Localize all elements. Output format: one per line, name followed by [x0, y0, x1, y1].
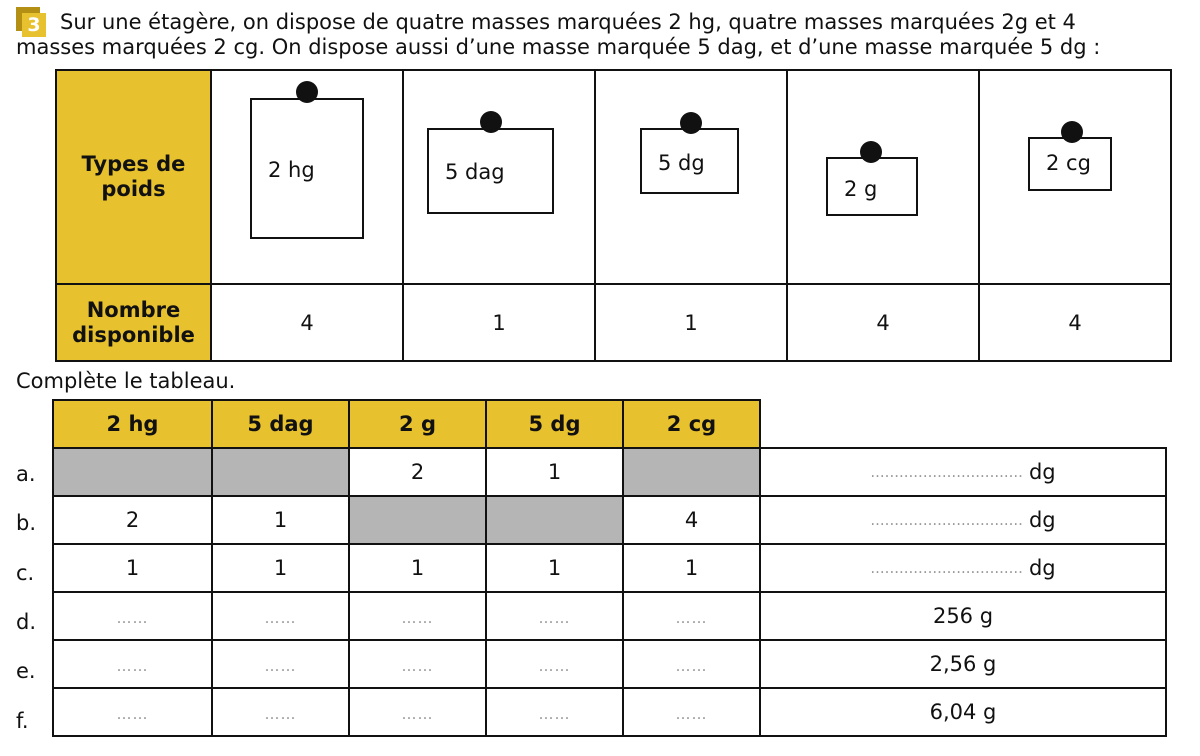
count-cell: 1 — [486, 448, 623, 496]
blank-dots: …… — [401, 609, 434, 627]
answer-blank[interactable] — [486, 688, 623, 736]
answer-blank[interactable] — [349, 592, 486, 640]
answer-blank[interactable] — [53, 688, 212, 736]
table-row — [53, 688, 1166, 736]
weight-cell-2g — [787, 70, 979, 284]
count-header-line1: Nombre — [86, 297, 181, 322]
result-cell — [760, 592, 1166, 640]
weight-types-row — [56, 70, 1171, 284]
col-header: 5 dag — [212, 400, 349, 448]
greyed-cell — [349, 496, 486, 544]
types-header — [56, 70, 211, 284]
table-row — [53, 448, 1166, 496]
result-blank-dots: ................................ — [870, 559, 1023, 577]
answer-blank[interactable] — [212, 592, 349, 640]
col-header: 5 dg — [486, 400, 623, 448]
weight-cell-2hg — [211, 70, 403, 284]
weight-cell-5dag — [403, 70, 595, 284]
result-cell[interactable] — [760, 448, 1166, 496]
count-cell: 4 — [979, 284, 1171, 361]
result-content — [761, 460, 1165, 484]
exercise-statement — [16, 10, 1186, 60]
row-label: b. — [16, 511, 37, 536]
result-content — [761, 652, 1165, 676]
table-row — [53, 592, 1166, 640]
available-count-row — [56, 284, 1171, 361]
count-cell: 1 — [53, 544, 212, 592]
col-header: 2 hg — [53, 400, 212, 448]
greyed-cell — [486, 496, 623, 544]
header-spacer — [760, 400, 1166, 448]
blank-dots: …… — [675, 705, 708, 723]
row-label: e. — [16, 659, 36, 684]
weight-label: 2 cg — [1046, 151, 1091, 175]
count-cell: 2 — [53, 496, 212, 544]
table-row — [53, 640, 1166, 688]
hook-knob-icon — [480, 111, 502, 133]
result-content — [761, 556, 1165, 580]
types-header-line1: Types de — [81, 152, 186, 176]
weight-2g-shape — [826, 157, 918, 216]
row-label: a. — [16, 462, 36, 486]
weight-5dag-shape — [427, 128, 554, 214]
result-blank-dots: ................................ — [870, 511, 1023, 529]
result-content — [761, 700, 1165, 724]
blank-dots: …… — [264, 705, 297, 723]
blank-dots: …… — [116, 609, 149, 627]
blank-dots: …… — [264, 657, 297, 675]
hook-knob-icon — [860, 141, 882, 163]
answer-blank[interactable] — [349, 688, 486, 736]
count-cell: 4 — [211, 284, 403, 361]
statement-line-1: Sur une étagère, on dispose de quatre masses marquées 2 hg, quatre masses marquées 2g et 4 — [60, 10, 1076, 34]
answer-blank[interactable] — [486, 592, 623, 640]
blank-dots: …… — [675, 609, 708, 627]
row-label: f. — [16, 708, 29, 733]
blank-dots: …… — [116, 705, 149, 723]
count-cell: 1 — [349, 544, 486, 592]
col-header: 2 g — [349, 400, 486, 448]
greyed-cell — [53, 448, 212, 496]
weight-2cg-shape — [1028, 137, 1112, 191]
result-value: dg — [1028, 460, 1056, 484]
weight-cell-2cg — [979, 70, 1171, 284]
count-cell: 4 — [623, 496, 760, 544]
row-label: c. — [16, 560, 35, 585]
hook-knob-icon — [296, 81, 318, 103]
result-cell — [760, 640, 1166, 688]
count-header — [56, 284, 211, 361]
result-cell[interactable] — [760, 496, 1166, 544]
blank-dots: …… — [538, 705, 571, 723]
col-header: 2 cg — [623, 400, 760, 448]
count-cell: 2 — [349, 448, 486, 496]
answer-blank[interactable] — [623, 640, 760, 688]
answer-blank[interactable] — [623, 688, 760, 736]
blank-dots: …… — [401, 705, 434, 723]
row-label: d. — [16, 609, 37, 634]
blank-dots: …… — [401, 657, 434, 675]
result-value: 256 g — [932, 604, 994, 628]
count-cell: 1 — [595, 284, 787, 361]
weight-5dg-shape — [640, 128, 739, 194]
answer-blank[interactable] — [623, 592, 760, 640]
types-header-line2: poids — [101, 177, 166, 201]
count-cell: 1 — [212, 544, 349, 592]
weight-label: 5 dag — [445, 160, 505, 184]
count-cell: 1 — [486, 544, 623, 592]
blank-dots: …… — [264, 609, 297, 627]
result-value: dg — [1028, 556, 1056, 580]
completion-header-row — [53, 400, 1166, 448]
count-header-line2: disponible — [72, 322, 195, 347]
greyed-cell — [212, 448, 349, 496]
hook-knob-icon — [680, 112, 702, 134]
weight-label: 2 hg — [268, 158, 315, 182]
greyed-cell — [623, 448, 760, 496]
answer-blank[interactable] — [349, 640, 486, 688]
blank-dots: …… — [116, 657, 149, 675]
answer-blank[interactable] — [212, 640, 349, 688]
count-cell: 1 — [212, 496, 349, 544]
instruction-text: Complète le tableau. — [16, 369, 236, 393]
table-row — [53, 544, 1166, 592]
result-value: dg — [1028, 508, 1056, 532]
weight-label: 5 dg — [658, 151, 705, 175]
weight-cell-5dg — [595, 70, 787, 284]
answer-blank[interactable] — [486, 640, 623, 688]
result-blank-dots: ................................ — [870, 463, 1023, 481]
result-value: 2,56 g — [929, 652, 997, 676]
answer-blank[interactable] — [53, 592, 212, 640]
table-row — [53, 496, 1166, 544]
blank-dots: …… — [538, 609, 571, 627]
answer-blank[interactable] — [53, 640, 212, 688]
completion-table — [52, 399, 1167, 737]
count-cell: 1 — [403, 284, 595, 361]
result-cell[interactable] — [760, 544, 1166, 592]
count-cell: 4 — [787, 284, 979, 361]
result-value: 6,04 g — [929, 700, 997, 724]
blank-dots: …… — [538, 657, 571, 675]
exercise-number: 3 — [22, 13, 46, 37]
weight-label: 2 g — [844, 177, 878, 201]
count-cell: 1 — [623, 544, 760, 592]
statement-line-2: masses marquées 2 cg. On dispose aussi d’une masse marquée 5 dag, et d’une masse marquée 5 dg : — [16, 35, 1101, 59]
result-content — [761, 604, 1165, 628]
result-content — [761, 508, 1165, 532]
weight-2hg-shape — [250, 98, 364, 239]
result-cell — [760, 688, 1166, 736]
weights-table — [55, 69, 1172, 362]
hook-knob-icon — [1061, 121, 1083, 143]
answer-blank[interactable] — [212, 688, 349, 736]
blank-dots: …… — [675, 657, 708, 675]
